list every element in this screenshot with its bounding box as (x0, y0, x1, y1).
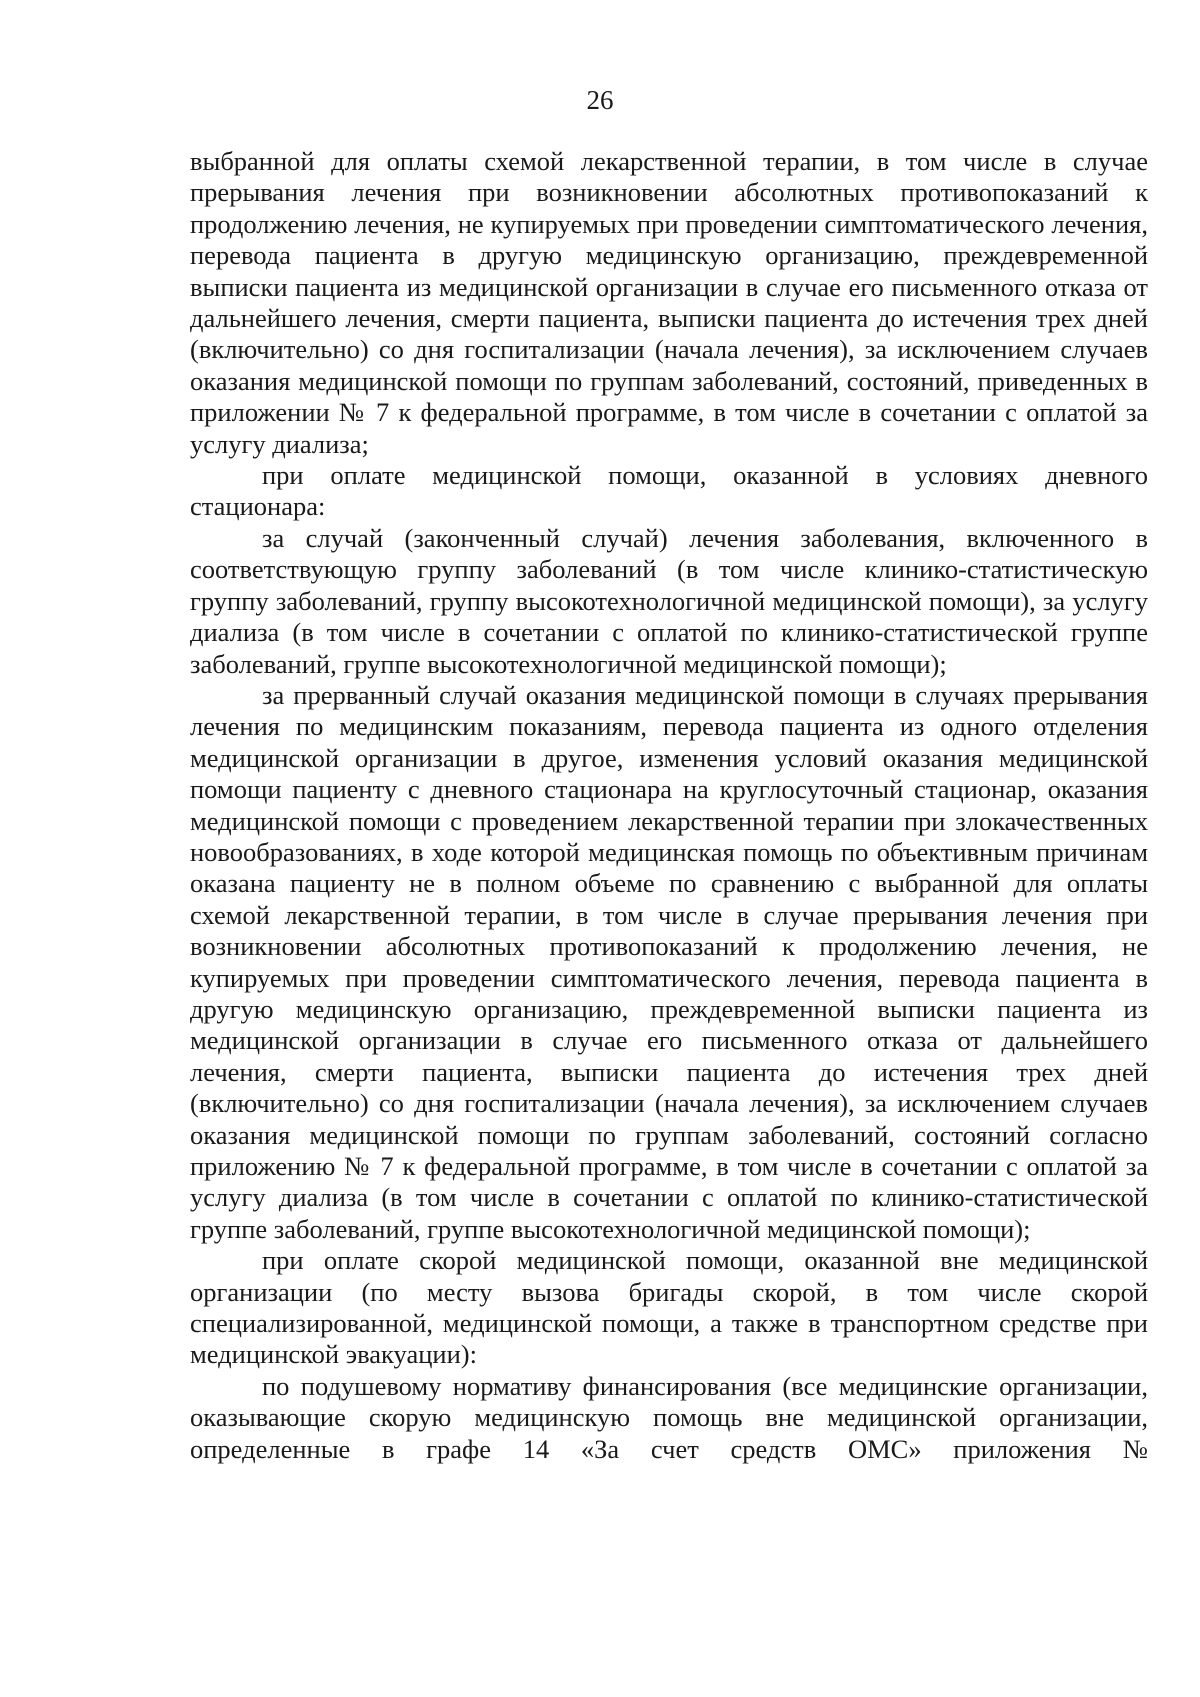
paragraph-interrupted-case: за прерванный случай оказания медицинской помощи в случаях прерывания лечения по медицинским показаниям, перевода пациента из одного отделения медицинской организации в другое, изменения условий оказания медицинской помощи пациенту с дневного стационара на круглосуточный стационар, оказания медицинской помощи с проведением лекарственной терапии при злокачественных новообразованиях, в ходе которой медицинская помощь по объективным причинам оказана пациенту не в полном объеме по сравнению с выбранной для оплаты схемой лекарственной терапии, в том числе в случае прерывания лечения при возникновении абсолютных противопоказаний к продолжению лечения, не купируемых при проведении симптоматического лечения, перевода пациента в другую медицинскую организацию, преждевременной выписки пациента из медицинской организации в случае его письменного отказа от дальнейшего лечения, смерти пациента, выписки пациента до истечения трех дней (включительно) со дня госпитализации (начала лечения), за исключением случаев оказания медицинской помощи по группам заболеваний, состояний согласно приложению № 7 к федеральной программе, в том числе в сочетании с оплатой за услугу диализа (в том числе в сочетании с оплатой по клинико-статистической группе заболеваний, группе высокотехнологичной медицинской помощи); (190, 679, 1148, 1244)
page-number: 26 (586, 85, 614, 115)
paragraph-day-hospital: при оплате медицинской помощи, оказанной в условиях дневного стационара: (190, 460, 1148, 522)
document-body (190, 146, 1148, 1465)
paragraph-per-capita: по подушевому нормативу финансирования (все медицинские организации, оказывающие скорую медицинскую помощь вне медицинской организации, определенные в графе 14 «За счет средств ОМС» приложения № (190, 1370, 1148, 1464)
paragraph-emergency-care: при оплате скорой медицинской помощи, оказанной вне медицинской организации (по месту вызова бригады скорой, в том числе скорой специализированной, медицинской помощи, а также в транспортном средстве при медицинской эвакуации): (190, 1245, 1148, 1370)
paragraph-completed-case: за случай (законченный случай) лечения заболевания, включенного в соответствующую группу заболеваний (в том числе клинико-статистическую группу заболеваний, группу высокотехнологичной медицинской помощи), за услугу диализа (в том числе в сочетании с оплатой по клинико-статистической группе заболеваний, группе высокотехнологичной медицинской помощи); (190, 522, 1148, 679)
paragraph-continuation: выбранной для оплаты схемой лекарственной терапии, в том числе в случае прерывания лечения при возникновении абсолютных противопоказаний к продолжению лечения, не купируемых при проведении симптоматического лечения, перевода пациента в другую медицинскую организацию, преждевременной выписки пациента из медицинской организации в случае его письменного отказа от дальнейшего лечения, смерти пациента, выписки пациента до истечения трех дней (включительно) со дня госпитализации (начала лечения), за исключением случаев оказания медицинской помощи по группам заболеваний, состояний, приведенных в приложении № 7 к федеральной программе, в том числе в сочетании с оплатой за услугу диализа; (190, 146, 1148, 459)
